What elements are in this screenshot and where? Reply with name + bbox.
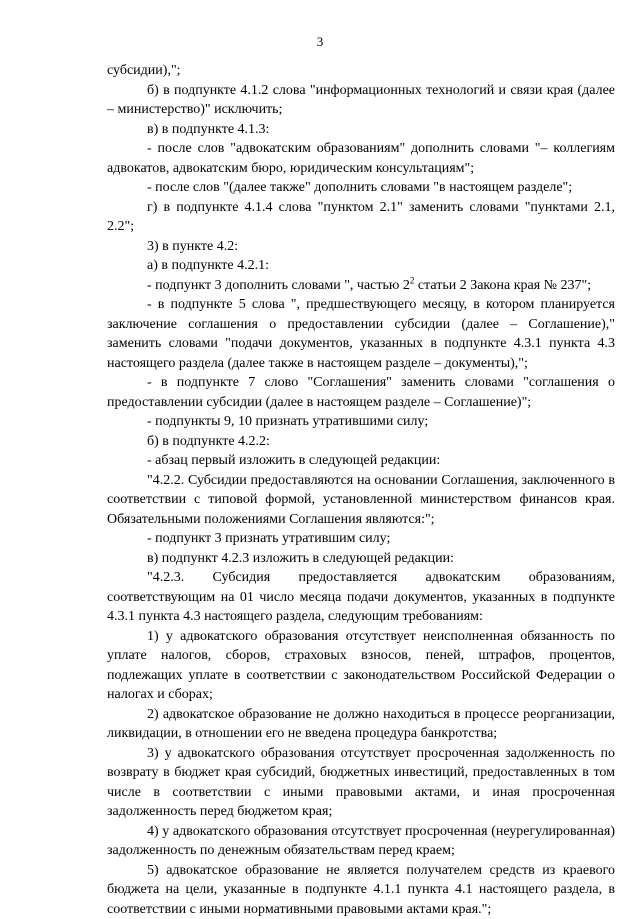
paragraph: - после слов "адвокатским образованиям" дополнить словами "– коллегиям адвокатов, адвокатским бюро, юридическим консультациям"; (107, 139, 615, 178)
paragraph: б) в подпункте 4.1.2 слова "информационных технологий и связи края (далее – министерство)" исключить; (107, 81, 615, 120)
paragraph: в) в подпункте 4.1.3: (107, 120, 615, 140)
text-fragment: статьи 2 Закона края № 237"; (414, 278, 591, 293)
paragraph: 1) у адвокатского образования отсутствует неисполненная обязанность по уплате налогов, сборов, страховых взносов, пеней, штрафов, процентов, подлежащих уплате в соответствии с законодательством Российской Федерации о налогах и сборах; (107, 627, 615, 705)
document-body (107, 61, 615, 919)
superscript: 2 (410, 275, 415, 285)
paragraph: - подпункты 9, 10 признать утратившими силу; (107, 412, 615, 432)
paragraph: субсидии),"; (107, 61, 615, 81)
paragraph: - в подпункте 7 слово "Соглашения" заменить словами "соглашения о предоставлении субсидии (далее в настоящем разделе – Соглашение)"; (107, 373, 615, 412)
paragraph: - подпункт 3 признать утратившим силу; (107, 529, 615, 549)
paragraph: "4.2.2. Субсидии предоставляются на основании Соглашения, заключенного в соответствии с типовой формой, установленной министерством финансов края. Обязательными положениями Соглашения являются:"; (107, 471, 615, 530)
paragraph: 2) адвокатское образование не должно находиться в процессе реорганизации, ликвидации, в отношении его не введена процедура банкротства; (107, 705, 615, 744)
paragraph: "4.2.3. Субсидия предоставляется адвокатским образованиям, соответствующим на 01 число месяца подачи документов, указанных в подпункте 4.3.1 пункта 4.3 настоящего раздела, следующим требованиям: (107, 568, 615, 627)
paragraph: а) в подпункте 4.2.1: (107, 256, 615, 276)
paragraph: 4) у адвокатского образования отсутствует просроченная (неурегулированная) задолженность по денежным обязательствам перед краем; (107, 822, 615, 861)
paragraph-with-superscript (107, 276, 615, 296)
text-fragment: - подпункт 3 дополнить словами ", частью 2 (147, 278, 410, 293)
paragraph: 3) в пункте 4.2: (107, 237, 615, 257)
paragraph: б) в подпункте 4.2.2: (107, 432, 615, 452)
paragraph: - в подпункте 5 слова ", предшествующего месяцу, в котором планируется заключение соглашения о предоставлении субсидии (далее – Соглашение)," заменить словами "подачи документов, указанных в подпункте 4.3.1 пункта 4.3 настоящего раздела (далее также в настоящем разделе – документы),"; (107, 295, 615, 373)
page-number: 3 (0, 32, 640, 52)
paragraph: - абзац первый изложить в следующей редакции: (107, 451, 615, 471)
paragraph: в) подпункт 4.2.3 изложить в следующей редакции: (107, 549, 615, 569)
paragraph: - после слов "(далее также" дополнить словами "в настоящем разделе"; (107, 178, 615, 198)
paragraph: 3) у адвокатского образования отсутствует просроченная задолженность по возврату в бюджет края субсидий, бюджетных инвестиций, предоставленных в том числе в соответствии с иными правовыми актами, и иная просроченная задолженность перед бюджетом края; (107, 744, 615, 822)
paragraph: г) в подпункте 4.1.4 слова "пунктом 2.1" заменить словами "пунктами 2.1, 2.2"; (107, 198, 615, 237)
paragraph: 5) адвокатское образование не является получателем средств из краевого бюджета на цели, указанные в подпункте 4.1.1 пункта 4.1 настоящего раздела, в соответствии с иными нормативными правовыми актами края."; (107, 861, 615, 919)
